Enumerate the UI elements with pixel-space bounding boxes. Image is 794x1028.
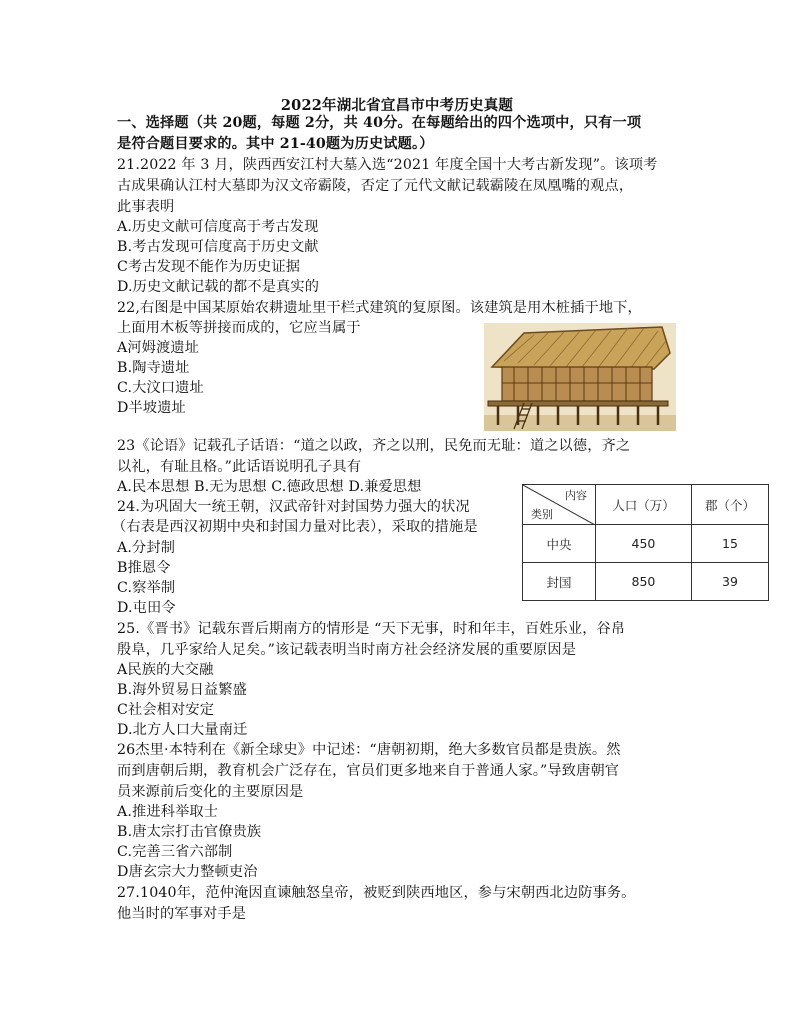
q21-stem-line3: 此事表明 bbox=[117, 199, 175, 215]
q27-stem-line1: 27.1040年，范仲淹因直谏触怒皇帝，被贬到陕西地区，参与宋朝西北边防事务。 bbox=[117, 885, 636, 901]
q25-stem-line2: 殷阜，几乎家给人足矣。”该记载表明当时南方社会经济发展的重要原因是 bbox=[117, 642, 577, 658]
q23-stem-line1: 23《论语》记载孔子话语：“道之以政，齐之以刑，民免而无耻：道之以德，齐之 bbox=[117, 438, 631, 454]
corner-label-content: 内容 bbox=[565, 489, 587, 502]
section-heading-line1: 一、选择题（共 20题，每题 2分，共 40分。在每题给出的四个选项中，只有一项 bbox=[117, 115, 642, 131]
power-comparison-table bbox=[522, 484, 769, 601]
table-row bbox=[523, 563, 769, 601]
q24-option-d: D.屯田令 bbox=[117, 600, 176, 616]
q26-stem-line3: 员来源前后变化的主要原因是 bbox=[117, 784, 304, 800]
q24-stem-line1: 24.为巩固大一统王朝，汉武帝针对封国势力强大的状况 bbox=[117, 499, 470, 515]
q25-stem-line1: 25.《晋书》记载东晋后期南方的情形是 “天下无事，时和年丰，百姓乐业，谷帛 bbox=[117, 621, 626, 637]
q22-option-d: D半坡遗址 bbox=[117, 400, 186, 416]
q21-option-b: B.考古发现可信度高于历史文献 bbox=[117, 239, 319, 255]
q21-stem-line1: 21.2022 年 3 月，陕西西安江村大墓入选“2021 年度全国十大考古新发现”。该项考 bbox=[117, 157, 658, 173]
q24-option-b: B推恩令 bbox=[117, 560, 171, 576]
q23-stem-line2: 以礼，有耻且格。”此话语说明孔子具有 bbox=[117, 459, 362, 475]
cell-central-commanderies: 15 bbox=[691, 525, 768, 563]
q22-stem-line1: 22,右图是中国某原始农耕遗址里干栏式建筑的复原图。该建筑是用木桩插于地下， bbox=[117, 300, 642, 316]
q21-stem-line2: 古成果确认江村大墓即为汉文帝霸陵，否定了元代文献记载霸陵在凤凰嘴的观点， bbox=[117, 178, 634, 194]
corner-label-category: 类别 bbox=[531, 508, 553, 521]
q25-option-c: C社会相对安定 bbox=[117, 702, 215, 718]
q24-option-c: C.察举制 bbox=[117, 580, 176, 596]
table-header-row bbox=[523, 485, 769, 525]
row-label-central: 中央 bbox=[523, 525, 596, 563]
q22-option-c: C.大汶口遗址 bbox=[117, 380, 204, 396]
q21-option-d: D.历史文献记载的都不是真实的 bbox=[117, 279, 320, 295]
q22-option-b: B.陶寺遗址 bbox=[117, 360, 190, 376]
q25-option-b: B.海外贸易日益繁盛 bbox=[117, 682, 247, 698]
q22-stem-line2: 上面用木板等拼接而成的，它应当属于 bbox=[117, 320, 361, 336]
section-heading-line2: 是符合题目要求的。其中 21-40题为历史试题。） bbox=[117, 136, 434, 152]
q26-option-b: B.唐太宗打击官僚贵族 bbox=[117, 824, 262, 840]
q25-option-d: D.北方人口大量南迁 bbox=[117, 722, 248, 738]
table-corner-cell bbox=[523, 485, 596, 525]
q26-stem-line1: 26杰里·本特利在《新全球史》中记述：“唐朝初期，绝大多数官员都是贵族。然 bbox=[117, 742, 621, 758]
q24-option-a: A.分封制 bbox=[117, 540, 176, 556]
q26-stem-line2: 而到唐朝后期，教育机会广泛存在，官员们更多地来自于普通人家。”导致唐朝官 bbox=[117, 763, 620, 779]
q21-option-a: A.历史文献可信度高于考古发现 bbox=[117, 219, 319, 235]
q21-option-c: C考古发现不能作为历史证据 bbox=[117, 259, 301, 275]
column-header-commanderies: 郡（个） bbox=[691, 485, 768, 525]
q22-option-a: A河姆渡遗址 bbox=[117, 340, 200, 356]
q26-option-a: A.推进科举取士 bbox=[117, 804, 219, 820]
q24-stem-line2: （右表是西汉初期中央和封国力量对比表），采取的措施是 bbox=[112, 519, 478, 535]
column-header-population: 人口（万） bbox=[596, 485, 692, 525]
cell-central-population: 450 bbox=[596, 525, 692, 563]
stilt-house-drawing bbox=[484, 323, 676, 431]
q26-option-c: C.完善三省六部制 bbox=[117, 844, 233, 860]
page-title: 2022年湖北省宜昌市中考历史真题 bbox=[280, 97, 514, 114]
row-label-fiefdom: 封国 bbox=[523, 563, 596, 601]
q25-option-a: A民族的大交融 bbox=[117, 662, 214, 678]
q26-option-d: D唐玄宗大力整顿吏治 bbox=[117, 864, 258, 880]
table-row bbox=[523, 525, 769, 563]
q27-stem-line2: 他当时的军事对手是 bbox=[117, 906, 247, 922]
stilt-house-illustration bbox=[484, 323, 676, 431]
q23-options: A.民本思想 B.无为思想 C.德政思想 D.兼爱思想 bbox=[117, 479, 422, 495]
cell-fiefdom-commanderies: 39 bbox=[691, 563, 768, 601]
cell-fiefdom-population: 850 bbox=[596, 563, 692, 601]
